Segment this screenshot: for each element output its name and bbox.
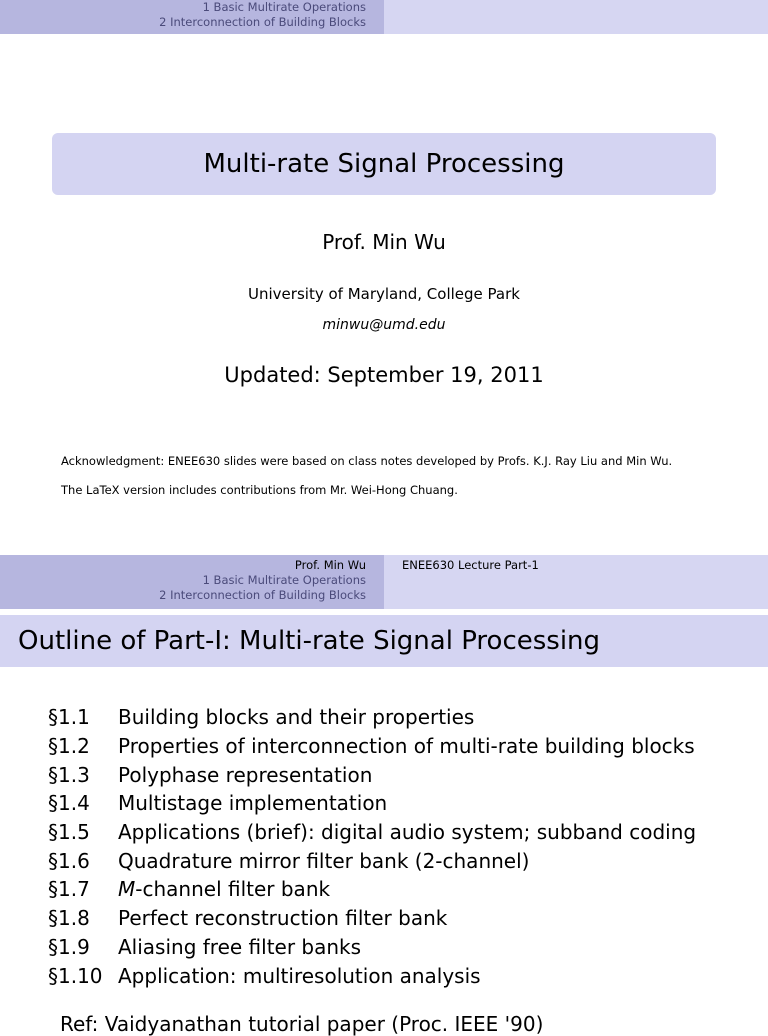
list-item (48, 732, 696, 761)
author: Prof. Min Wu (322, 230, 446, 254)
footer-left (0, 555, 384, 609)
list-item (48, 846, 696, 875)
item-text: -channel filter bank (135, 877, 331, 902)
item-text: Quadrature mirror filter bank (2-channel) (118, 848, 530, 873)
item-text: Multistage implementation (118, 791, 388, 816)
list-item (48, 904, 696, 933)
footer-lecture: ENEE630 Lecture Part-1 (384, 555, 768, 609)
acknowledgment-line-1: Acknowledgment: ENEE630 slides were based on class notes developed by Profs. K.J. Ray Liu and Min Wu. (61, 454, 673, 468)
list-item (48, 760, 696, 789)
item-number: §1.6 (48, 848, 90, 873)
slide1-nav-sections (0, 0, 384, 34)
item-number: §1.1 (48, 705, 90, 730)
nav-section-1[interactable]: 1 Basic Multirate Operations (202, 573, 366, 587)
nav-section-2[interactable]: 2 Interconnection of Building Blocks (159, 587, 366, 602)
frame-title (0, 615, 768, 667)
footer-bar (0, 555, 768, 609)
institute: University of Maryland, College Park (248, 285, 520, 303)
item-text: Applications (brief): digital audio system; subband coding (118, 820, 697, 845)
item-number: §1.5 (48, 820, 90, 845)
item-text: Application: multiresolution analysis (118, 963, 481, 988)
list-item (48, 703, 696, 732)
nav-section-2[interactable]: 2 Interconnection of Building Blocks (159, 14, 366, 29)
outline-list (48, 703, 696, 990)
item-number: §1.9 (48, 934, 90, 959)
outline-title: Outline of Part-I: Multi-rate Signal Processing (18, 626, 601, 656)
slide-title: Multi-rate Signal Processing (203, 149, 565, 179)
reference-line-cut-off: Ref: Vaidyanathan tutorial paper (Proc. IEEE '90) (60, 1012, 544, 1036)
acknowledgment-line-2: The LaTeX version includes contributions from Mr. Wei-Hong Chuang. (61, 483, 458, 497)
item-number: §1.4 (48, 791, 90, 816)
item-number: §1.2 (48, 734, 90, 759)
footer-author: Prof. Min Wu (294, 558, 366, 572)
item-text: Perfect reconstruction filter bank (118, 906, 448, 931)
item-text: Aliasing free filter banks (118, 934, 362, 959)
list-item (48, 818, 696, 847)
slide1-nav-right (384, 0, 768, 34)
title-box (52, 133, 716, 195)
list-item (48, 789, 696, 818)
list-item (48, 875, 696, 904)
item-text: Polyphase representation (118, 762, 373, 787)
item-number: §1.10 (48, 963, 103, 988)
email: minwu@umd.edu (322, 317, 446, 333)
item-number: §1.8 (48, 906, 90, 931)
item-text-italic: M (118, 877, 136, 902)
list-item (48, 961, 696, 990)
item-number: §1.7 (48, 877, 90, 902)
item-number: §1.3 (48, 762, 90, 787)
nav-section-1[interactable]: 1 Basic Multirate Operations (202, 0, 366, 14)
updated-date: Updated: September 19, 2011 (224, 363, 544, 387)
item-text: Properties of interconnection of multi-rate building blocks (118, 734, 695, 759)
item-text: Building blocks and their properties (118, 705, 475, 730)
list-item (48, 933, 696, 962)
